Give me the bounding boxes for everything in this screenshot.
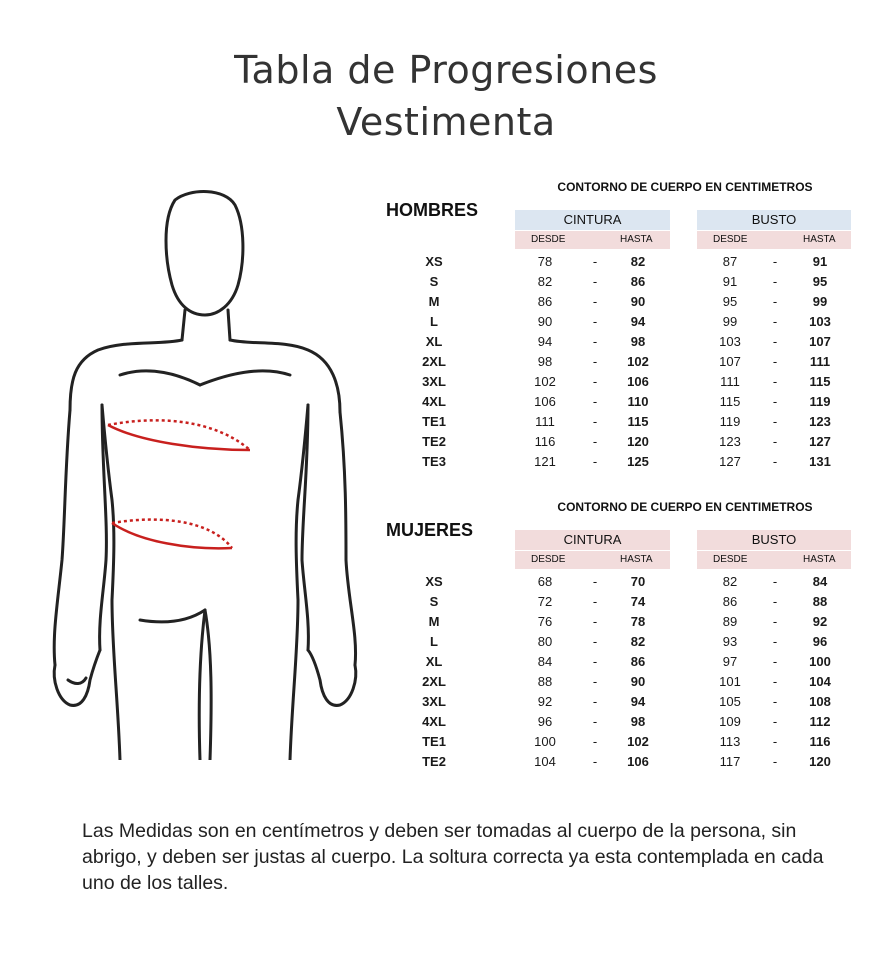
- size-label: S: [429, 274, 439, 289]
- range-dash: -: [592, 354, 598, 369]
- table-row: [380, 272, 860, 292]
- size-label: 3XL: [422, 694, 446, 709]
- range-dash: -: [772, 274, 778, 289]
- range-dash: -: [772, 614, 778, 629]
- cintura-desde-value: 111: [535, 414, 555, 429]
- size-label: M: [428, 294, 440, 309]
- busto-hasta-value: 108: [809, 694, 831, 709]
- cintura-desde-value: 76: [537, 614, 553, 629]
- size-label: 3XL: [422, 374, 446, 389]
- women-cintura-subheader: [515, 551, 670, 569]
- busto-desde-value: 93: [722, 634, 738, 649]
- busto-hasta-value: 127: [809, 434, 831, 449]
- women-contorno-heading: CONTORNO DE CUERPO EN CENTIMETROS: [557, 500, 813, 514]
- busto-desde-value: 111: [720, 374, 740, 389]
- busto-hasta-value: 88: [812, 594, 828, 609]
- busto-hasta-value: 112: [809, 714, 831, 729]
- cintura-hasta-value: 90: [630, 294, 646, 309]
- table-row: [380, 672, 860, 692]
- range-dash: -: [772, 414, 778, 429]
- size-label: TE2: [422, 754, 446, 769]
- range-dash: -: [772, 434, 778, 449]
- range-dash: -: [772, 454, 778, 469]
- cintura-desde-value: 104: [534, 754, 556, 769]
- table-row: [380, 712, 860, 732]
- busto-hasta-value: 119: [809, 394, 831, 409]
- men-label: HOMBRES: [386, 200, 479, 220]
- cintura-hasta-value: 86: [630, 274, 646, 289]
- men-cintura-desde: DESDE: [531, 234, 566, 245]
- men-busto-header: BUSTO: [697, 210, 851, 230]
- busto-hasta-value: 120: [809, 754, 831, 769]
- measurement-note: Las Medidas son en centímetros y deben ser tomadas al cuerpo de la persona, sin abrigo, y deben ser justas al cuerpo. La soltura correcta ya esta contemplada en cada uno de los talles.: [82, 820, 824, 894]
- body-figure-illustration: [40, 180, 370, 760]
- cintura-hasta-value: 94: [630, 694, 646, 709]
- range-dash: -: [772, 674, 778, 689]
- cintura-hasta-value: 86: [630, 654, 646, 669]
- table-row: [380, 452, 860, 472]
- size-label: 4XL: [422, 714, 446, 729]
- range-dash: -: [592, 614, 598, 629]
- busto-desde-value: 95: [722, 294, 738, 309]
- women-label: MUJERES: [386, 520, 474, 540]
- size-label: 2XL: [422, 674, 446, 689]
- range-dash: -: [772, 394, 778, 409]
- page-title-line-2: Vestimenta: [336, 100, 556, 144]
- women-busto-header: BUSTO: [697, 530, 851, 550]
- table-row: [380, 632, 860, 652]
- size-label: 4XL: [422, 394, 446, 409]
- range-dash: -: [772, 354, 778, 369]
- table-row: [380, 392, 860, 412]
- women-busto-desde: DESDE: [713, 554, 748, 565]
- table-row: [380, 652, 860, 672]
- range-dash: -: [592, 714, 598, 729]
- range-dash: -: [592, 674, 598, 689]
- men-cintura-hasta: HASTA: [620, 234, 653, 245]
- men-contorno-heading: CONTORNO DE CUERPO EN CENTIMETROS: [557, 180, 813, 194]
- range-dash: -: [772, 694, 778, 709]
- range-dash: -: [592, 294, 598, 309]
- cintura-desde-value: 106: [534, 394, 556, 409]
- range-dash: -: [592, 654, 598, 669]
- size-label: XL: [425, 654, 443, 669]
- range-dash: -: [592, 634, 598, 649]
- cintura-desde-value: 98: [537, 354, 553, 369]
- size-label: L: [430, 314, 438, 329]
- busto-hasta-value: 107: [809, 334, 831, 349]
- women-cintura-header: CINTURA: [515, 530, 670, 550]
- cintura-desde-value: 100: [534, 734, 556, 749]
- busto-desde-value: 89: [722, 614, 738, 629]
- cintura-hasta-value: 110: [627, 394, 649, 409]
- cintura-desde-value: 72: [537, 594, 553, 609]
- range-dash: -: [772, 634, 778, 649]
- range-dash: -: [772, 594, 778, 609]
- range-dash: -: [592, 594, 598, 609]
- cintura-hasta-value: 70: [630, 574, 646, 589]
- busto-hasta-value: 123: [809, 414, 831, 429]
- range-dash: -: [592, 574, 598, 589]
- cintura-desde-value: 80: [537, 634, 553, 649]
- range-dash: -: [592, 454, 598, 469]
- busto-desde-value: 105: [719, 694, 741, 709]
- men-cintura-subheader: [515, 231, 670, 249]
- cintura-desde-value: 82: [537, 274, 553, 289]
- cintura-desde-value: 116: [534, 434, 556, 449]
- cintura-desde-value: 68: [537, 574, 553, 589]
- cintura-desde-value: 92: [537, 694, 553, 709]
- busto-hasta-value: 99: [812, 294, 828, 309]
- busto-hasta-value: 95: [812, 274, 828, 289]
- cintura-desde-value: 96: [537, 714, 553, 729]
- size-label: M: [428, 614, 440, 629]
- size-label: TE1: [422, 734, 446, 749]
- cintura-hasta-value: 106: [627, 754, 649, 769]
- page-title-line-1: Tabla de Progresiones: [234, 48, 658, 92]
- busto-desde-value: 87: [722, 254, 738, 269]
- range-dash: -: [772, 314, 778, 329]
- cintura-hasta-value: 102: [627, 354, 649, 369]
- size-label: TE2: [422, 434, 446, 449]
- busto-desde-value: 86: [722, 594, 738, 609]
- size-label: XS: [425, 574, 443, 589]
- cintura-hasta-value: 90: [630, 674, 646, 689]
- busto-desde-value: 107: [719, 354, 741, 369]
- size-label: TE1: [422, 414, 446, 429]
- busto-desde-value: 113: [719, 734, 741, 749]
- range-dash: -: [772, 374, 778, 389]
- range-dash: -: [592, 314, 598, 329]
- cintura-desde-value: 86: [537, 294, 553, 309]
- cintura-hasta-value: 82: [630, 634, 646, 649]
- table-row: [380, 572, 860, 592]
- busto-hasta-value: 100: [809, 654, 831, 669]
- busto-desde-value: 91: [722, 274, 738, 289]
- busto-hasta-value: 103: [809, 314, 831, 329]
- range-dash: -: [592, 394, 598, 409]
- busto-desde-value: 82: [722, 574, 738, 589]
- cintura-hasta-value: 98: [630, 714, 646, 729]
- busto-desde-value: 127: [719, 454, 741, 469]
- size-label: XL: [425, 334, 443, 349]
- range-dash: -: [772, 254, 778, 269]
- busto-desde-value: 123: [719, 434, 741, 449]
- busto-hasta-value: 92: [812, 614, 828, 629]
- busto-hasta-value: 111: [809, 354, 831, 369]
- table-row: [380, 412, 860, 432]
- table-row: [380, 312, 860, 332]
- cintura-hasta-value: 115: [627, 414, 649, 429]
- size-label: XS: [425, 254, 443, 269]
- cintura-hasta-value: 82: [630, 254, 646, 269]
- busto-desde-value: 119: [719, 414, 741, 429]
- busto-hasta-value: 96: [812, 634, 828, 649]
- range-dash: -: [592, 274, 598, 289]
- size-label: TE3: [422, 454, 446, 469]
- cintura-hasta-value: 94: [630, 314, 646, 329]
- range-dash: -: [772, 714, 778, 729]
- range-dash: -: [592, 694, 598, 709]
- table-row: [380, 732, 860, 752]
- table-row: [380, 432, 860, 452]
- busto-desde-value: 117: [719, 754, 741, 769]
- busto-hasta-value: 91: [812, 254, 828, 269]
- cintura-hasta-value: 98: [630, 334, 646, 349]
- cintura-hasta-value: 74: [630, 594, 646, 609]
- women-cintura-hasta: HASTA: [620, 554, 653, 565]
- size-label: S: [429, 594, 439, 609]
- range-dash: -: [772, 734, 778, 749]
- busto-desde-value: 109: [719, 714, 741, 729]
- table-row: [380, 692, 860, 712]
- table-row: [380, 352, 860, 372]
- women-busto-subheader: [697, 551, 851, 569]
- busto-desde-value: 115: [719, 394, 741, 409]
- busto-hasta-value: 116: [809, 734, 831, 749]
- range-dash: -: [772, 574, 778, 589]
- busto-hasta-value: 131: [809, 454, 831, 469]
- cintura-desde-value: 88: [537, 674, 553, 689]
- men-busto-desde: DESDE: [713, 234, 748, 245]
- men-busto-hasta: HASTA: [803, 234, 836, 245]
- cintura-desde-value: 102: [534, 374, 556, 389]
- range-dash: -: [772, 294, 778, 309]
- women-cintura-desde: DESDE: [531, 554, 566, 565]
- cintura-desde-value: 94: [537, 334, 553, 349]
- women-busto-hasta: HASTA: [803, 554, 836, 565]
- busto-desde-value: 101: [719, 674, 741, 689]
- busto-hasta-value: 104: [809, 674, 831, 689]
- size-label: L: [430, 634, 438, 649]
- cintura-hasta-value: 106: [627, 374, 649, 389]
- busto-desde-value: 103: [719, 334, 741, 349]
- table-row: [380, 292, 860, 312]
- range-dash: -: [592, 254, 598, 269]
- range-dash: -: [772, 334, 778, 349]
- range-dash: -: [592, 374, 598, 389]
- range-dash: -: [592, 334, 598, 349]
- table-row: [380, 252, 860, 272]
- range-dash: -: [592, 414, 598, 429]
- cintura-hasta-value: 125: [627, 454, 649, 469]
- cintura-hasta-value: 78: [630, 614, 646, 629]
- table-row: [380, 612, 860, 632]
- range-dash: -: [772, 754, 778, 769]
- cintura-hasta-value: 102: [627, 734, 649, 749]
- table-row: [380, 332, 860, 352]
- cintura-hasta-value: 120: [627, 434, 649, 449]
- range-dash: -: [592, 434, 598, 449]
- busto-desde-value: 99: [722, 314, 738, 329]
- range-dash: -: [592, 754, 598, 769]
- men-cintura-header: CINTURA: [515, 210, 670, 230]
- range-dash: -: [592, 734, 598, 749]
- cintura-desde-value: 121: [534, 454, 556, 469]
- table-row: [380, 752, 860, 772]
- cintura-desde-value: 84: [537, 654, 553, 669]
- cintura-desde-value: 78: [537, 254, 553, 269]
- table-row: [380, 372, 860, 392]
- size-label: 2XL: [422, 354, 446, 369]
- busto-hasta-value: 115: [809, 374, 831, 389]
- table-row: [380, 592, 860, 612]
- range-dash: -: [772, 654, 778, 669]
- men-busto-subheader: [697, 231, 851, 249]
- busto-desde-value: 97: [722, 654, 738, 669]
- cintura-desde-value: 90: [537, 314, 553, 329]
- busto-hasta-value: 84: [812, 574, 828, 589]
